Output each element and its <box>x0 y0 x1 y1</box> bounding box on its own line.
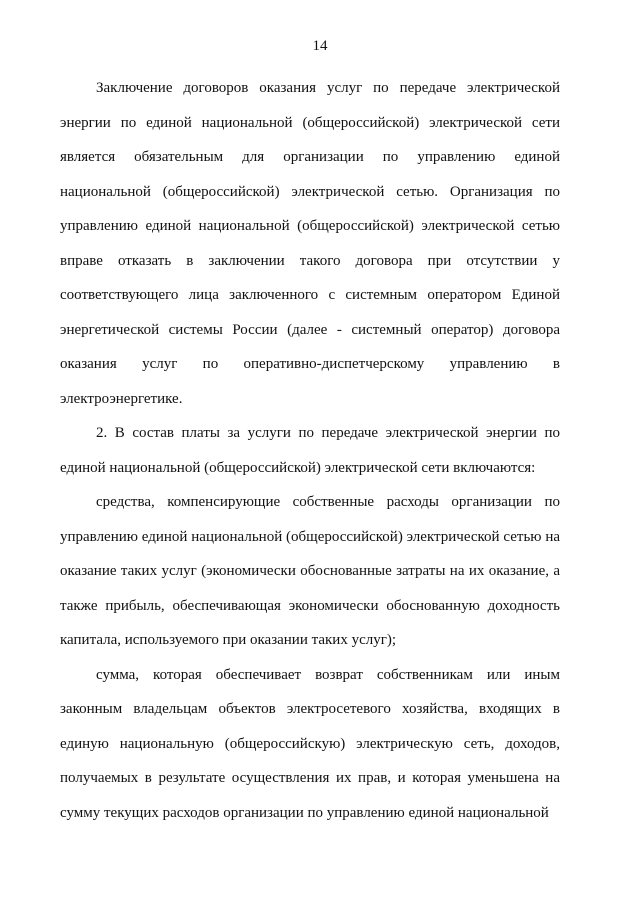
paragraph-fee-composition: 2. В состав платы за услуги по передаче электрической энергии по единой национальной (общероссийской) электрической сети включаются: <box>60 425 560 476</box>
paragraph-contract-obligation: Заключение договоров оказания услуг по передаче электрической энергии по единой национальной (общероссийской) электрической сети является обязательным для организации по управлению единой национальной (общероссийской) электрической сетью. Организация по управлению единой национальной (общероссийской) электрической сетью вправе отказать в заключении такого договора при отсутствии у соответствующего лица заключенного с системным оператором Единой энергетической системы России (далее - системный оператор) договора оказания услуг по оперативно-диспетчерскому управлению в электроэнергетике. <box>60 80 560 407</box>
paragraph-compensating-funds: средства, компенсирующие собственные расходы организации по управлению единой национальной (общероссийской) электрической сетью на оказание таких услуг (экономически обоснованные затраты на их оказание, а также прибыль, обеспечивающая экономически обоснованную доходность капитала, используемого при оказании таких услуг); <box>60 494 560 648</box>
document-body <box>60 71 560 830</box>
paragraph-return-amount: сумма, которая обеспечивает возврат собственникам или иным законным владельцам объектов электросетевого хозяйства, входящих в единую национальную (общероссийскую) электрическую сеть, доходов, получаемых в результате осуществления их прав, и которая уменьшена на сумму текущих расходов организации по управлению единой национальной <box>60 666 560 821</box>
page-number: 14 <box>312 38 328 54</box>
